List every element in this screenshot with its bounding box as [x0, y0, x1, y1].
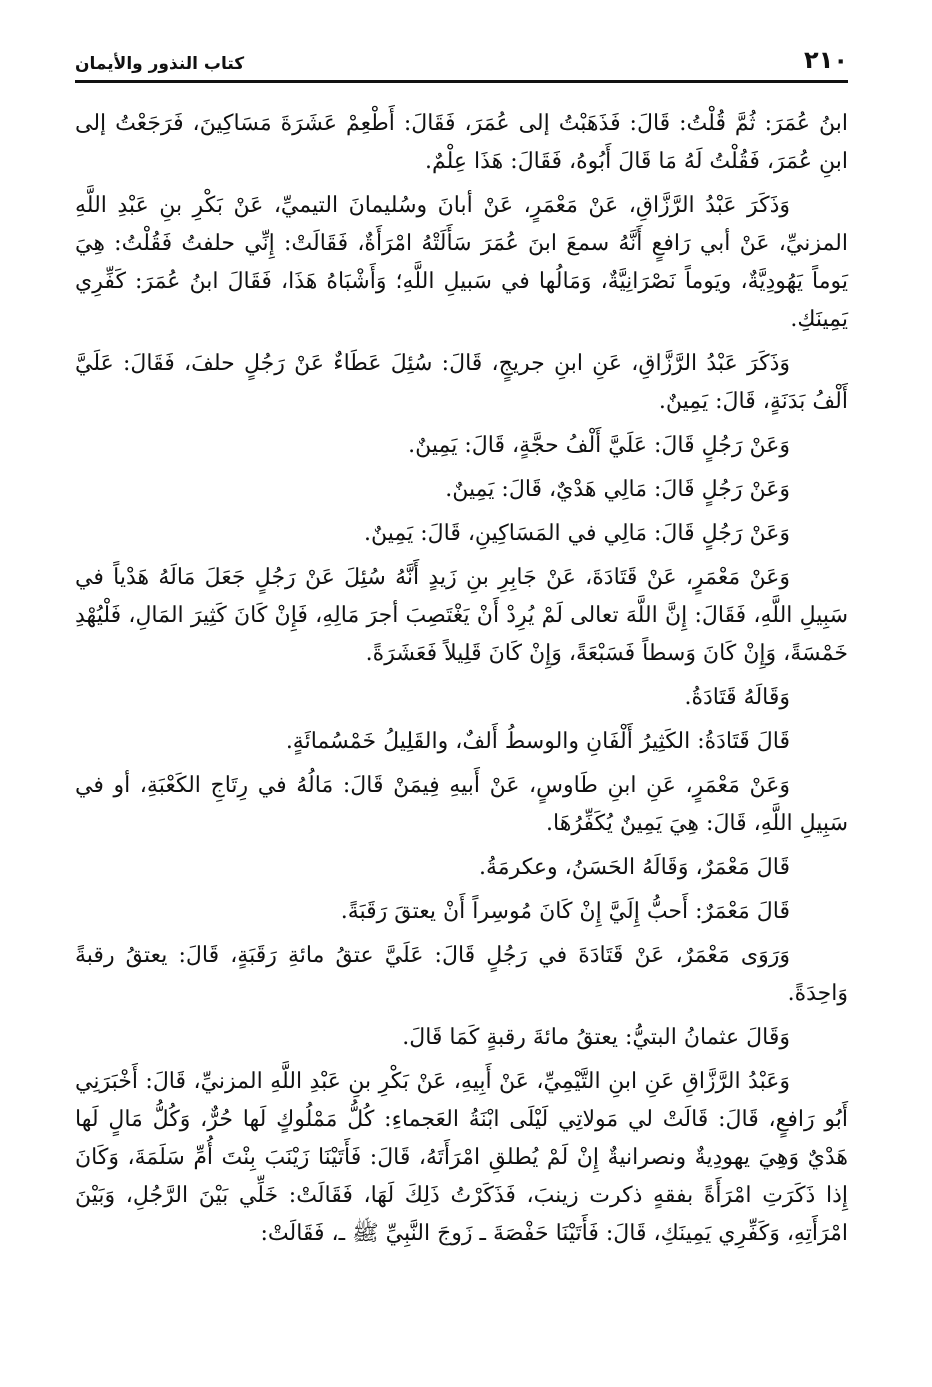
- page-body: [75, 105, 848, 1253]
- book-page: [75, 38, 848, 1259]
- paragraph: وَعَنْ مَعْمَرٍ، عَنِ ابنِ طَاوسٍ، عَنْ أَبيهِ فِيمَنْ قَالَ: مَالُهُ في رِتَاجِ الكَعْبَةِ، أو في سَبِيلِ اللَّهِ، قَالَ: هِيَ يَمِينٌ يُكَفِّرُهَا.: [75, 773, 848, 836]
- paragraph: وَعَنْ مَعْمَرٍ، عَنْ قَتَادَةَ، عَنْ جَابِرِ بنِ زَيدٍ أَنَّهُ سُئِلَ عَنْ رَجُلٍ جَعَلَ مَالَهُ هَدْياً في سَبِيلِ اللَّهِ، فَقَالَ: إِنَّ اللَّهَ تعالى لَمْ يُرِدْ أَنْ يَغْتَصِبَ أجرَ مَالِهِ، فَإِنْ كَانَ كَثِيرَ المَالِ، فَلْيُهْدِ خَمْسَةً، وَإِنْ كَانَ وَسطاً فَسَبْعَةً، وَإِنْ كَانَ قَلِيلاً فَعَشَرَةً.: [75, 565, 848, 666]
- paragraph: وَعَنْ رَجُلٍ قَالَ: مَالِي هَدْيٌ، قَالَ: يَمِينٌ.: [445, 477, 790, 502]
- paragraph: وَذَكَرَ عَبْدُ الرَّزَّاقِ، عَنْ مَعْمَرٍ، عَنْ أبانَ وسُليمانَ التيميِّ، عَنْ بَكْرِ بنِ عَبْدِ اللَّهِ المزنيِّ، عَنْ أبي رَافعٍ أَنَّهُ سمعَ ابنَ عُمَرَ سَأَلَتْهُ امْرَأَةٌ، فَقَالَتْ: إِنِّي حلفتُ فَقُلْتُ: هِيَ يَوماً يَهُودِيَّةٌ، ويَوماً نَصْرَانِيَّةٌ، وَمَالُها في سَبيلِ اللَّهِ؛ وَأَشْبَاهُ هَذَا، فَقَالَ ابنُ عُمَرَ: كَفِّرِي يَمِينَكِ.: [75, 193, 848, 332]
- paragraph: وَعَنْ رَجُلٍ قَالَ: مَالِي في المَسَاكِينِ، قَالَ: يَمِينٌ.: [364, 521, 790, 546]
- book-title: كتاب النذور والأيمان: [75, 54, 245, 74]
- page-number: ٢١٠: [804, 46, 848, 74]
- paragraph: قَالَ مَعْمَرٌ، وَقَالَهُ الحَسَنُ، وعكرمَةُ.: [479, 855, 790, 880]
- paragraph: قَالَ مَعْمَرٌ: أَحبُّ إِلَيَّ إِنْ كَانَ مُوسِراً أَنْ يعتقَ رَقَبَةً.: [340, 899, 790, 924]
- paragraph: وَذَكَرَ عَبْدُ الرَّزَّاقِ، عَنِ ابنِ جريجٍ، قَالَ: سُئِلَ عَطَاءٌ عَنْ رَجُلٍ حلفَ، فَقَالَ: عَلَيَّ أَلْفُ بَدَنَةٍ، قَالَ: يَمِينٌ.: [75, 351, 848, 414]
- paragraph: ابنُ عُمَرَ: ثُمَّ قُلْتُ: قَالَ: فَذَهَبْتُ إلى عُمَرَ، فَقَالَ: أَطْعِمْ عَشَرَةَ مَسَاكِينَ، فَرَجَعْتُ إلى ابنِ عُمَرَ، فَقُلْتُ لَهُ مَا قَالَ أَبُوهُ، فَقَالَ: هَذَا عِلْمٌ.: [75, 111, 848, 174]
- paragraph: قَالَ قَتَادَةُ: الكَثِيرُ أَلْفَانِ والوسطُ أَلفٌ، والقَلِيلُ خَمْسُمائَةٍ.: [285, 729, 790, 754]
- paragraph: وَعَنْ رَجُلٍ قَالَ: عَلَيَّ أَلْفُ حجَّةٍ، قَالَ: يَمِينٌ.: [408, 433, 790, 458]
- paragraph: وَعَبْدُ الرَّزَّاقِ عَنِ ابنِ التَّيْمِيِّ، عَنْ أَبِيهِ، عَنْ بَكْرِ بنِ عَبْدِ اللَّهِ المزنيِّ، قَالَ: أَخْبَرَنِي أَبُو رَافعٍ، قَالَ: قَالَتْ لي مَولاتِي لَيْلَى ابْنَةُ العَجماءِ: كُلُّ مَمْلُوكٍ لَها حُرٌّ، وَكُلُّ مَالٍ لَها هَدْيٌ وَهِيَ يهودِيةٌ ونصرانيةٌ إِنْ لَمْ يُطلقِ امْرَأَتَهُ، قَالَ: فَأَتَيْنَا زَيْنَبَ بِنْتَ أُمِّ سَلَمَةَ، وَكَانَ إِذا ذَكَرَتِ امْرَأَةً بفقهٍ ذكرت زينبَ، فَذَكَرْتُ ذَلِكَ لَهَا، فَقَالَتْ: خَلِّي بَيْنَ الرَّجُلِ، وَبَيْنَ امْرَأَتِهِ، وَكَفِّرِي يَمِينَكِ، قَالَ: فَأَتَيْنَا حَفْصَةَ ـ زَوجَ النَّبِيِّ ﷺ ـ، فَقَالَتْ:: [75, 1069, 848, 1246]
- paragraph: وَقَالَ عثمانُ البتيُّ: يعتقُ مائةَ رقبةٍ كَمَا قَالَ.: [402, 1025, 790, 1050]
- page-header: [75, 38, 848, 74]
- header-divider: [75, 80, 848, 83]
- paragraph: وَقَالَهُ قَتَادَةُ.: [684, 685, 790, 710]
- paragraph: وَرَوَى مَعْمَرٌ، عَنْ قَتَادَةَ في رَجُلٍ قَالَ: عَلَيَّ عتقُ مائةِ رَقَبَةٍ، قَالَ: يعتقُ رقبةً وَاحِدَةً.: [75, 943, 848, 1006]
